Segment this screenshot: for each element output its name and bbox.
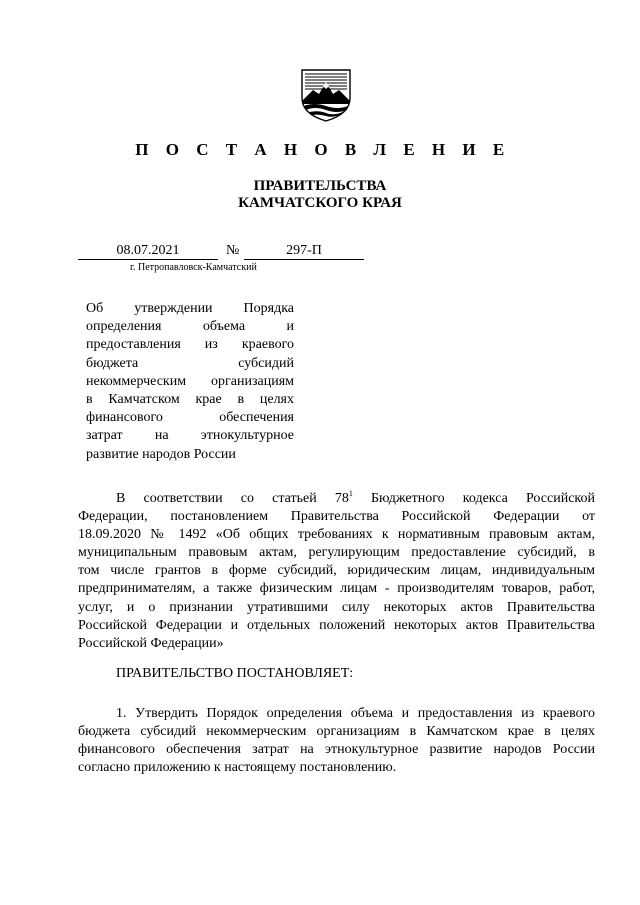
document-subject bbox=[86, 300, 294, 464]
clause-line: финансового обеспечения затрат на этнокультурное развитие народов России bbox=[78, 742, 595, 758]
preamble-line: Российской Федерации и отдельных положений некоторых актов Правительства bbox=[78, 617, 595, 633]
preamble-text: Бюджетного кодекса Российской bbox=[352, 491, 595, 506]
authority-line-1: ПРАВИТЕЛЬСТВА bbox=[253, 178, 387, 194]
number-sign: № bbox=[226, 243, 240, 258]
date-number-row bbox=[78, 242, 368, 260]
subject-line: определения объема и bbox=[86, 319, 294, 335]
issuing-authority bbox=[0, 178, 640, 212]
preamble-line: муниципальным правовым актам, регулирующим предоставление субсидий, в bbox=[78, 545, 595, 561]
subject-line: некоммерческим организациям bbox=[86, 373, 294, 389]
preamble-line: 18.09.2020 № 1492 «Об общих требованиях к нормативным правовым актам, bbox=[78, 527, 595, 543]
decree-statement bbox=[78, 665, 595, 683]
article-superscript: 1 bbox=[348, 490, 353, 498]
subject-line: предоставления из краевого bbox=[86, 337, 294, 353]
clause-line: бюджета субсидий некоммерческим организациям в Камчатском крае в целях bbox=[78, 724, 595, 740]
preamble-first-line bbox=[78, 490, 595, 508]
kamchatka-coat-of-arms-icon bbox=[299, 68, 353, 122]
clause-1-paragraph bbox=[78, 705, 595, 777]
preamble-line: Российской Федерации» bbox=[78, 635, 224, 651]
preamble-line: Федерации, постановлением Правительства Российской Федерации от bbox=[78, 509, 595, 525]
subject-line: затрат на этнокультурное bbox=[86, 428, 294, 444]
preamble-line: предпринимателям, а также физическим лицам - производителям товаров, работ, bbox=[78, 581, 595, 597]
clause-line: 1. Утвердить Порядок определения объема и предоставления из краевого bbox=[116, 706, 595, 721]
preamble-text: В соответствии со статьей 78 bbox=[116, 491, 349, 506]
subject-line: в Камчатском крае в целях bbox=[86, 392, 294, 408]
document-number: 297-П bbox=[244, 242, 364, 260]
issue-city: г. Петропавловск-Камчатский bbox=[130, 262, 257, 273]
preamble-line: том числе грантов в форме субсидий, юридическим лицам, индивидуальным bbox=[78, 563, 595, 579]
authority-line-2: КАМЧАТСКОГО КРАЯ bbox=[238, 195, 402, 211]
decree-line: ПРАВИТЕЛЬСТВО ПОСТАНОВЛЯЕТ: bbox=[116, 666, 354, 681]
preamble-paragraph bbox=[78, 490, 595, 653]
subject-line: Об утверждении Порядка bbox=[86, 301, 294, 316]
preamble-line: услуг, и о признании утратившими силу некоторых актов Правительства bbox=[78, 599, 595, 615]
document-date: 08.07.2021 bbox=[78, 242, 218, 260]
clause-line: согласно приложению к настоящему постановлению. bbox=[78, 760, 397, 776]
document-type-title: П О С Т А Н О В Л Е Н И Е bbox=[135, 140, 511, 159]
subject-line: бюджета субсидий bbox=[86, 355, 294, 371]
subject-line: развитие народов России bbox=[86, 446, 236, 462]
subject-line: финансового обеспечения bbox=[86, 410, 294, 426]
